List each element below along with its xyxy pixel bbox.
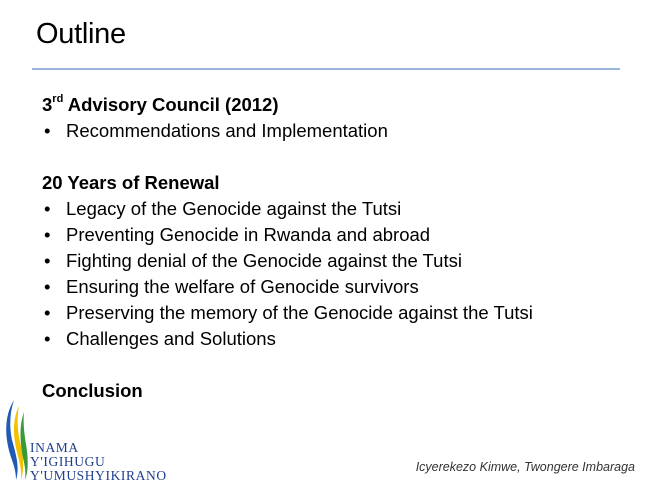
list-item-text: Preserving the memory of the Genocide against the Tutsi xyxy=(66,302,533,323)
logo-text-line: Y'IGIHUGU xyxy=(30,454,106,469)
section-heading-renewal: 20 Years of Renewal xyxy=(42,172,220,193)
logo-text-line: INAMA xyxy=(30,440,79,455)
heading-number: 3 xyxy=(42,94,53,115)
list-item-text: Recommendations and Implementation xyxy=(66,120,388,141)
list-item xyxy=(42,274,632,300)
footer-tagline: Icyerekezo Kimwe, Twongere Imbaraga xyxy=(415,460,635,474)
slide-content xyxy=(42,92,632,404)
section-heading-advisory-council xyxy=(42,92,632,118)
heading-text: Advisory Council (2012) xyxy=(63,94,279,115)
section-heading-conclusion: Conclusion xyxy=(42,380,143,401)
renewal-list xyxy=(42,196,632,352)
heading-ordinal-suffix: rd xyxy=(52,92,64,105)
advisory-council-list xyxy=(42,118,632,144)
list-item xyxy=(42,222,632,248)
title-divider xyxy=(32,68,620,70)
bullet-icon: • xyxy=(44,250,51,271)
list-item xyxy=(42,326,632,352)
bullet-icon: • xyxy=(44,302,51,323)
list-item-text: Challenges and Solutions xyxy=(66,328,276,349)
bullet-icon: • xyxy=(44,224,51,245)
bullet-icon: • xyxy=(44,198,51,219)
bullet-icon: • xyxy=(44,276,51,297)
bullet-icon: • xyxy=(44,328,51,349)
logo-text-line: Y'UMUSHYIKIRANO xyxy=(30,468,167,483)
slide-title: Outline xyxy=(36,18,126,50)
list-item xyxy=(42,196,632,222)
list-item-text: Ensuring the welfare of Genocide survivors xyxy=(66,276,419,297)
list-item xyxy=(42,248,632,274)
bullet-icon: • xyxy=(44,120,51,141)
list-item xyxy=(42,300,632,326)
list-item xyxy=(42,118,632,144)
list-item-text: Preventing Genocide in Rwanda and abroad xyxy=(66,224,431,245)
list-item-text: Fighting denial of the Genocide against the Tutsi xyxy=(66,250,462,271)
list-item-text: Legacy of the Genocide against the Tutsi xyxy=(66,198,402,219)
